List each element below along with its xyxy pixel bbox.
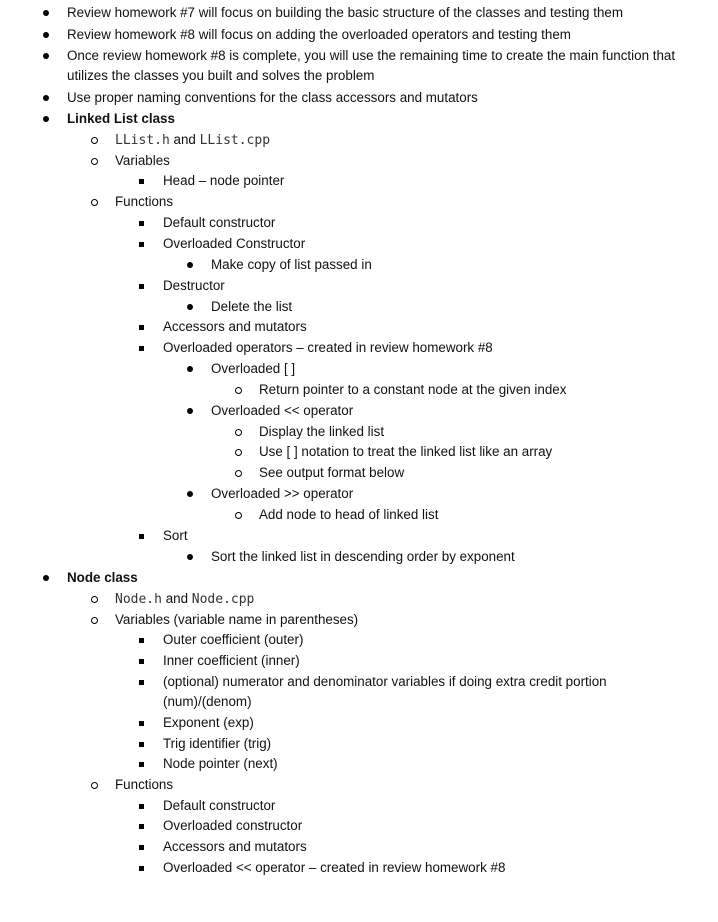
bullet-icon (43, 89, 49, 101)
bullet-icon (43, 569, 49, 581)
list-item-continuation: (num)/(denom) (163, 694, 252, 709)
list-item (115, 131, 270, 150)
square-bullet-icon (139, 652, 144, 664)
code-filename: LList.h (115, 133, 170, 148)
circle-bullet-icon (91, 131, 98, 144)
list-item: Linked List class (67, 111, 175, 126)
list-item: Return pointer to a constant node at the given index (259, 382, 567, 397)
list-item: Functions (115, 194, 174, 209)
list-item: Default constructor (163, 798, 276, 813)
bullet-icon (187, 402, 193, 414)
list-item (115, 590, 254, 609)
square-bullet-icon (139, 527, 144, 539)
bullet-icon (187, 298, 193, 310)
circle-bullet-icon (235, 443, 242, 456)
bullet-icon (43, 110, 49, 122)
square-bullet-icon (139, 859, 144, 871)
list-item-text: and (169, 132, 200, 147)
square-bullet-icon (139, 797, 144, 809)
list-item: Overloaded >> operator (211, 486, 354, 501)
list-item: Trig identifier (trig) (163, 736, 272, 751)
square-bullet-icon (139, 172, 144, 184)
list-item: Display the linked list (259, 424, 385, 439)
list-item: Inner coefficient (inner) (163, 653, 300, 668)
code-filename: Node.h (115, 592, 162, 607)
list-item: See output format below (259, 465, 405, 480)
list-item: (optional) numerator and denominator variables if doing extra credit portion (163, 674, 607, 689)
square-bullet-icon (139, 277, 144, 289)
list-item: Overloaded << operator (211, 403, 354, 418)
list-item: Use [ ] notation to treat the linked list like an array (259, 444, 553, 459)
square-bullet-icon (139, 339, 144, 351)
square-bullet-icon (139, 214, 144, 226)
bullet-icon (43, 4, 49, 16)
circle-bullet-icon (91, 193, 98, 206)
code-filename: Node.cpp (191, 592, 255, 607)
list-item: Node class (67, 570, 138, 585)
list-item: Node pointer (next) (163, 756, 278, 771)
list-item: Variables (variable name in parentheses) (115, 612, 359, 627)
bullet-icon (43, 26, 49, 38)
circle-bullet-icon (91, 152, 98, 165)
list-item: Make copy of list passed in (211, 257, 372, 272)
square-bullet-icon (139, 673, 144, 685)
circle-bullet-icon (91, 611, 98, 624)
list-item: Accessors and mutators (163, 839, 307, 854)
list-item: Delete the list (211, 299, 293, 314)
circle-bullet-icon (235, 423, 242, 436)
list-item: Outer coefficient (outer) (163, 632, 304, 647)
code-filename: LList.cpp (199, 133, 271, 148)
list-item: Overloaded operators – created in review homework #8 (163, 340, 493, 355)
circle-bullet-icon (235, 381, 242, 394)
square-bullet-icon (139, 235, 144, 247)
list-item-text: and (161, 591, 192, 606)
list-item: Add node to head of linked list (259, 507, 439, 522)
bullet-icon (187, 360, 193, 372)
list-item-continuation: utilizes the classes you built and solves the problem (67, 68, 375, 83)
list-item: Functions (115, 777, 174, 792)
bullet-icon (187, 256, 193, 268)
square-bullet-icon (139, 817, 144, 829)
list-item: Once review homework #8 is complete, you will use the remaining time to create the main function that (67, 48, 676, 63)
list-item: Default constructor (163, 215, 276, 230)
list-item: Exponent (exp) (163, 715, 254, 730)
list-item: Sort (163, 528, 188, 543)
list-item: Use proper naming conventions for the class accessors and mutators (67, 90, 478, 105)
circle-bullet-icon (91, 776, 98, 789)
circle-bullet-icon (235, 506, 242, 519)
list-item: Variables (115, 153, 170, 168)
list-item: Accessors and mutators (163, 319, 307, 334)
bullet-icon (43, 47, 49, 59)
square-bullet-icon (139, 735, 144, 747)
circle-bullet-icon (91, 590, 98, 603)
list-item: Overloaded constructor (163, 818, 303, 833)
bullet-icon (187, 485, 193, 497)
square-bullet-icon (139, 318, 144, 330)
square-bullet-icon (139, 631, 144, 643)
list-item: Review homework #7 will focus on building the basic structure of the classes and testing them (67, 5, 623, 20)
list-item: Overloaded Constructor (163, 236, 306, 251)
square-bullet-icon (139, 755, 144, 767)
list-item: Overloaded [ ] (211, 361, 296, 376)
list-item: Sort the linked list in descending order by exponent (211, 549, 515, 564)
bullet-icon (187, 548, 193, 560)
list-item: Overloaded << operator – created in review homework #8 (163, 860, 506, 875)
list-item: Destructor (163, 278, 225, 293)
square-bullet-icon (139, 838, 144, 850)
list-item: Head – node pointer (163, 173, 285, 188)
list-item: Review homework #8 will focus on adding the overloaded operators and testing them (67, 27, 571, 42)
circle-bullet-icon (235, 464, 242, 477)
square-bullet-icon (139, 714, 144, 726)
